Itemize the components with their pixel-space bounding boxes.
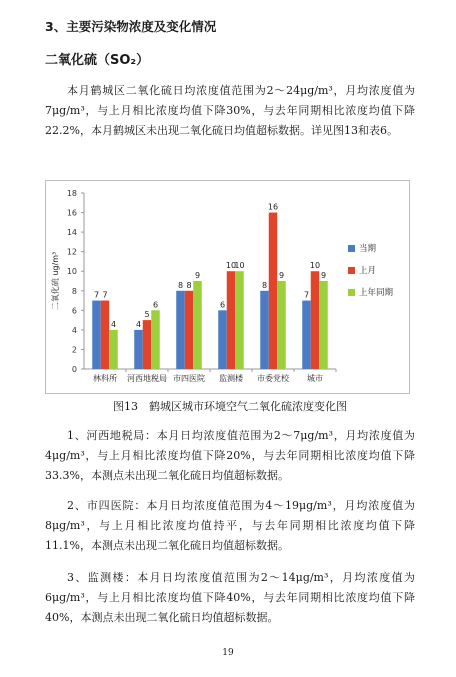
category-label: 监测楼 bbox=[219, 374, 243, 383]
item-paragraph-2: 2、市四医院：本月日均浓度值范围为4～19μg/m³，月均浓度值为8μg/m³，与上月相比浓度均值持平，与去年同期相比浓度均值下降11.1%，本测点未出现二氧化硫日均值超标数据。 bbox=[45, 499, 415, 552]
data-label: 7 bbox=[303, 290, 310, 300]
bar bbox=[92, 301, 101, 369]
y-tick-label: 6 bbox=[71, 306, 77, 316]
item-paragraph-1: 1、河西地税局：本月日均浓度值范围为2～7μg/m³，月均浓度值为4μg/m³，与上月相比浓度均值下降20%，与去年同期相比浓度均值下降33.3%，本测点未出现二氧化硫日均值超标数据。 bbox=[45, 429, 415, 482]
bar bbox=[269, 213, 278, 369]
y-tick-label: 8 bbox=[71, 286, 77, 296]
y-tick-label: 10 bbox=[66, 267, 77, 277]
y-tick-label: 18 bbox=[66, 189, 77, 198]
bar bbox=[227, 271, 236, 369]
data-label: 9 bbox=[278, 271, 285, 280]
so2-chart bbox=[45, 180, 410, 394]
section-heading: 3、主要污染物浓度及变化情况 bbox=[45, 19, 217, 34]
data-label: 9 bbox=[194, 271, 201, 280]
bar bbox=[319, 281, 328, 369]
data-label: 7 bbox=[93, 290, 100, 300]
data-label: 7 bbox=[102, 290, 108, 300]
bar bbox=[101, 301, 110, 369]
intro-paragraph: 本月鹤城区二氧化硫日均浓度值范围为2～24μg/m³，月均浓度值为7μg/m³，与上月相比浓度均值下降30%，与去年同期相比浓度均值下降22.2%，本月鹤城区未出现二氧化硫日均值超标数据。详见图13和表6。 bbox=[45, 84, 415, 137]
figure-caption: 图13 鹤城区城市环境空气二氧化硫浓度变化图 bbox=[113, 400, 347, 413]
bar bbox=[218, 310, 227, 369]
data-label: 4 bbox=[110, 319, 117, 329]
bar bbox=[151, 310, 160, 369]
data-label: 10 bbox=[234, 261, 245, 271]
category-label: 市委党校 bbox=[257, 374, 289, 383]
y-tick-label: 16 bbox=[66, 208, 77, 218]
data-label: 8 bbox=[261, 280, 268, 290]
legend-swatch bbox=[348, 267, 355, 274]
category-label: 城市 bbox=[307, 374, 323, 383]
bar bbox=[260, 291, 269, 369]
y-axis-label: 二氧化硫 ug/m³ bbox=[51, 251, 60, 311]
data-label: 5 bbox=[144, 310, 150, 320]
legend-swatch bbox=[348, 245, 355, 252]
data-label: 9 bbox=[320, 271, 327, 280]
y-tick-label: 0 bbox=[71, 365, 77, 374]
data-label: 6 bbox=[219, 300, 226, 310]
bar bbox=[134, 330, 143, 369]
bar bbox=[109, 330, 118, 369]
bar bbox=[193, 281, 202, 369]
y-tick-label: 4 bbox=[71, 325, 77, 335]
legend-label: 上年同期 bbox=[359, 288, 394, 298]
data-label: 6 bbox=[152, 300, 159, 310]
page-number: 19 bbox=[222, 648, 234, 658]
data-label: 8 bbox=[177, 280, 184, 290]
bar bbox=[235, 271, 244, 369]
chart-svg bbox=[46, 181, 409, 393]
data-label: 10 bbox=[309, 261, 321, 271]
bar bbox=[143, 320, 152, 369]
item-paragraph-3: 3、监测楼：本月日均浓度值范围为2～14μg/m³，月均浓度值为6μg/m³，与上月相比浓度均值下降40%，与去年同期相比浓度均值下降40%，本测点未出现二氧化硫日均值超标数据。 bbox=[45, 571, 415, 624]
y-tick-label: 14 bbox=[66, 228, 77, 238]
data-label: 4 bbox=[135, 319, 142, 329]
bar bbox=[277, 281, 286, 369]
bar bbox=[302, 301, 311, 369]
bar bbox=[311, 271, 320, 369]
category-label: 市四医院 bbox=[173, 374, 205, 383]
data-label: 16 bbox=[267, 202, 279, 212]
subsection-heading: 二氧化硫（SO₂） bbox=[45, 53, 150, 68]
data-label: 10 bbox=[225, 261, 237, 271]
y-tick-label: 2 bbox=[71, 345, 77, 355]
bar bbox=[176, 291, 185, 369]
data-label: 8 bbox=[186, 280, 192, 290]
bar bbox=[185, 291, 194, 369]
y-tick-label: 12 bbox=[66, 247, 77, 257]
category-label: 河西地税局 bbox=[127, 374, 167, 383]
legend-label: 当期 bbox=[359, 244, 377, 254]
legend-swatch bbox=[348, 289, 355, 296]
legend-label: 上月 bbox=[359, 266, 377, 276]
category-label: 林科所 bbox=[93, 374, 117, 383]
